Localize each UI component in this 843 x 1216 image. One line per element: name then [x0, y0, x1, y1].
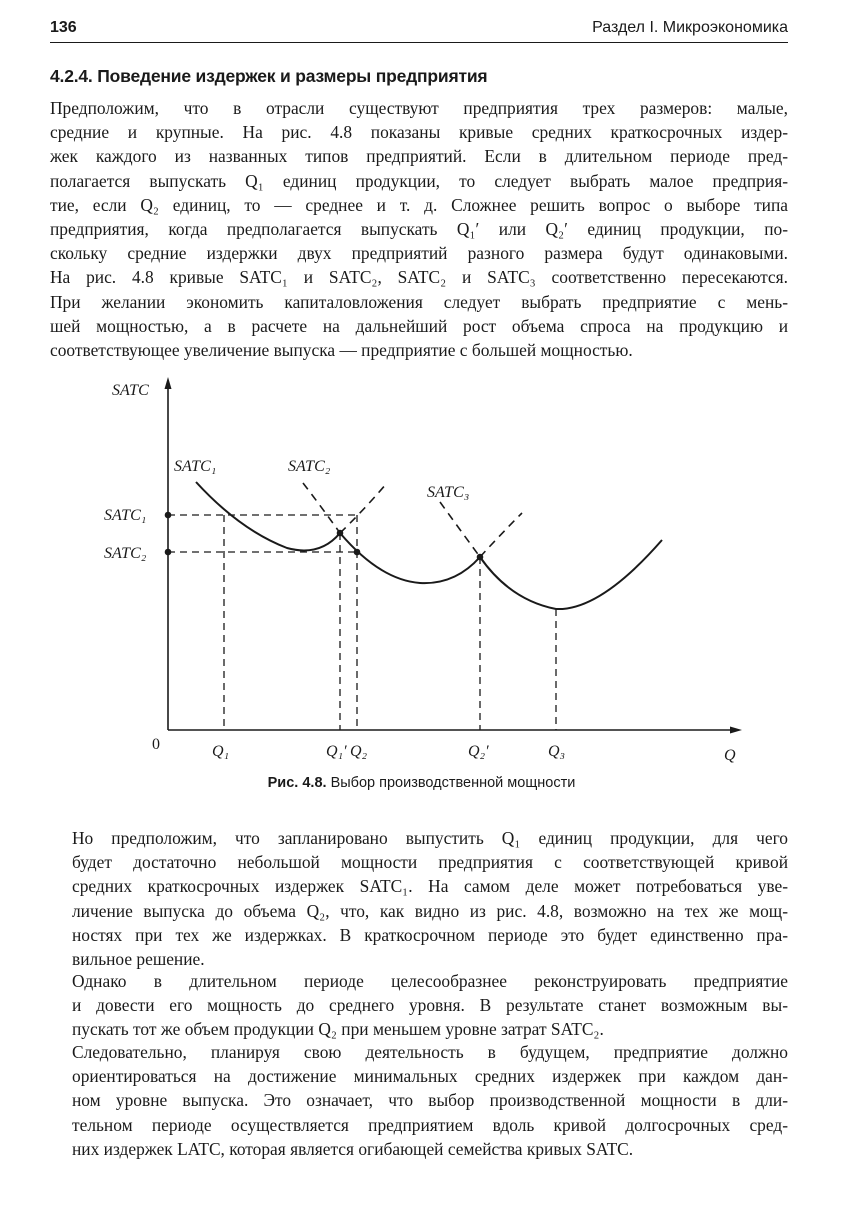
text-line: предприятия, когда предполагается выпускать Q₁′ или Q₂′ единиц продукции, по-: [50, 219, 788, 240]
text-line: полагается выпускать Q₁ единиц продукции, то следует выбрать малое предприя-: [50, 170, 788, 191]
satc2-axis-point: [165, 549, 172, 556]
text-line: пускать тот же объем продукции Q₂ при меньшем уровне затрат SATC₂.: [72, 1019, 604, 1040]
text-line: средние и крупные. На рис. 4.8 показаны кривые средних краткосрочных издер-: [50, 122, 788, 143]
satc2-curve: [340, 533, 480, 583]
satc3-curve: [480, 540, 662, 609]
text-line: ориентироваться на достижение минимальных средних издержек при каждом дан-: [72, 1066, 788, 1087]
text-line: ностях при тех же издержках. В краткосрочном периоде это будет единственно пра-: [72, 924, 788, 945]
satc1-curve: [196, 482, 340, 550]
curve-label-satc2: SATC₂: [288, 458, 331, 475]
caption-label: Рис. 4.8.: [267, 775, 327, 791]
text-line: них издержек LATC, которая является огибающей семейства кривых SATC.: [72, 1138, 634, 1159]
text-line: При желании экономить капиталовложения следует выбрать предприятие с мень-: [50, 291, 788, 312]
x-axis-label: Q: [724, 747, 736, 764]
satc1-axis-point: [165, 512, 172, 519]
text-line: Следовательно, планируя свою деятельность в будущем, предприятие должно: [72, 1042, 788, 1062]
y-tick-label-satc2: SATC₂: [104, 545, 147, 562]
paragraph-2: [50, 826, 788, 971]
caption-text: Выбор производственной мощности: [326, 775, 576, 791]
running-head: Раздел I. Микроэкономика: [592, 19, 788, 36]
paragraph-1: [50, 96, 788, 362]
figure-caption: [0, 775, 843, 791]
text-line: На рис. 4.8 кривые SATC₁ и SATC₂, SATC₂ и SATC₃ соответственно пересекаются.: [50, 267, 788, 288]
text-line: будет достаточно небольшой мощности предприятия с соответствующей кривой: [72, 852, 788, 873]
intersection-1-2-point: [337, 530, 344, 537]
x-axis-arrow: [730, 727, 742, 734]
cost-curves-diagram: [90, 365, 770, 785]
paragraph-4: [50, 1040, 788, 1161]
y-tick-label-satc1: SATC₁: [104, 507, 147, 524]
text-line: Предположим, что в отрасли существуют предприятия трех размеров: малые,: [50, 98, 788, 118]
text-line: средних краткосрочных издержек SATC₁. На самом деле может потребоваться уве-: [72, 876, 788, 897]
satc2-dashed-right: [480, 513, 522, 557]
y-axis-arrow: [165, 377, 172, 389]
y-axis-label: SATC: [112, 382, 149, 399]
text-line: тельном периоде осуществляется предприятием вдоль кривой долгосрочных сред-: [72, 1114, 788, 1135]
page-header: [50, 16, 788, 43]
q2-satc2-point: [354, 549, 361, 556]
text-line: жек каждого из названных типов предприятий. Если в длительном периоде пред-: [50, 146, 788, 167]
section-heading: 4.2.4. Поведение издержек и размеры предприятия: [50, 66, 488, 86]
intersection-2-3-point: [477, 554, 484, 561]
satc1-dashed: [340, 483, 387, 533]
x-tick-label-q1prime: Q₁′: [326, 743, 347, 760]
paragraph-3: [50, 969, 788, 1042]
text-line: ном уровне выпуска. Это означает, что выбор производственной мощности в дли-: [72, 1090, 788, 1111]
text-line: соответствующее увеличение выпуска — предприятие с большей мощностью.: [50, 340, 633, 361]
satc3-dashed: [440, 502, 480, 557]
text-line: скольку средние издержки двух предприятий разного размера будут одинаковыми.: [50, 243, 788, 264]
text-line: шей мощностью, а в расчете на дальнейший рост объема спроса на продукцию и: [50, 315, 788, 336]
x-tick-label-q1: Q₁: [212, 743, 230, 760]
curve-label-satc1: SATC₁: [174, 458, 217, 475]
text-line: Однако в длительном периоде целесообразнее реконструировать предприятие: [72, 971, 788, 991]
text-line: личение выпуска до объема Q₂, что, как видно из рис. 4.8, возможно на тех же мощ-: [72, 900, 788, 921]
text-line: и довести его мощность до среднего уровня. В результате станет возможным вы-: [72, 995, 788, 1016]
x-tick-label-q2prime: Q₂′: [468, 743, 489, 760]
origin-label: 0: [152, 736, 160, 753]
figure-4-8: [90, 365, 770, 785]
page-number: 136: [50, 19, 77, 36]
x-tick-label-q3: Q₃: [548, 743, 566, 760]
text-line: Но предположим, что запланировано выпустить Q₁ единиц продукции, для чего: [72, 828, 788, 848]
satc2-dashed: [303, 483, 340, 533]
curve-label-satc3: SATC₃: [427, 484, 470, 501]
x-tick-label-q2: Q₂: [350, 743, 368, 760]
text-line: тие, если Q₂ единиц, то — среднее и т. д. Сложнее решить вопрос о выборе типа: [50, 194, 788, 215]
text-line: вильное решение.: [72, 949, 205, 970]
